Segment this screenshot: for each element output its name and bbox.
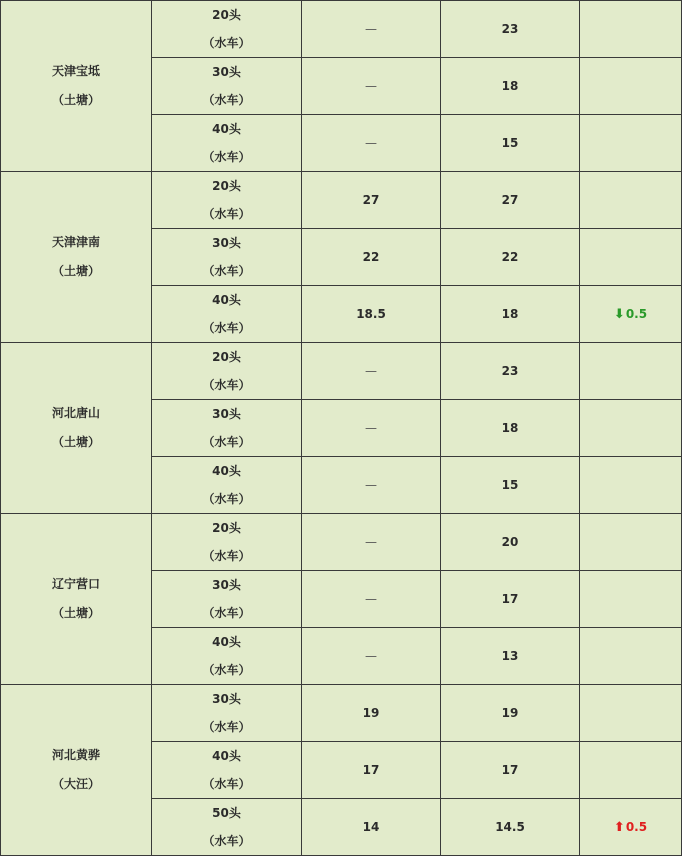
current-price-cell: 27 <box>441 172 580 229</box>
transport-type: （水车） <box>202 207 251 221</box>
change-cell <box>580 343 682 400</box>
region-name: 河北唐山 <box>51 406 100 420</box>
region-cell <box>1 172 152 343</box>
change-value: 0.5 <box>625 819 648 834</box>
region-name: 天津津南 <box>51 235 100 249</box>
current-price-cell: 23 <box>441 1 580 58</box>
previous-price-cell: — <box>302 115 441 172</box>
spec-size: 30头 <box>212 578 241 592</box>
spec-cell <box>152 229 302 286</box>
spec-size: 40头 <box>212 749 241 763</box>
pond-type: （土塘） <box>51 93 100 107</box>
change-cell <box>580 742 682 799</box>
change-value: 0.5 <box>625 306 648 321</box>
region-name: 辽宁营口 <box>51 577 100 591</box>
arrow-down-icon: ⬇ <box>613 306 625 322</box>
change-cell <box>580 799 682 856</box>
pond-type: （大汪） <box>51 777 100 791</box>
spec-size: 30头 <box>212 65 241 79</box>
pond-type: （土塘） <box>51 435 100 449</box>
spec-cell <box>152 571 302 628</box>
previous-price-cell: — <box>302 400 441 457</box>
spec-size: 40头 <box>212 635 241 649</box>
previous-price-cell: — <box>302 1 441 58</box>
spec-size: 40头 <box>212 122 241 136</box>
previous-price-cell: — <box>302 628 441 685</box>
transport-type: （水车） <box>202 720 251 734</box>
spec-cell <box>152 400 302 457</box>
transport-type: （水车） <box>202 321 251 335</box>
current-price-cell: 14.5 <box>441 799 580 856</box>
previous-price-cell: 14 <box>302 799 441 856</box>
change-cell <box>580 229 682 286</box>
spec-cell <box>152 115 302 172</box>
spec-cell <box>152 514 302 571</box>
current-price-cell: 17 <box>441 571 580 628</box>
spec-size: 20头 <box>212 350 241 364</box>
current-price-cell: 18 <box>441 400 580 457</box>
previous-price-cell: — <box>302 571 441 628</box>
current-price-cell: 22 <box>441 229 580 286</box>
change-cell <box>580 514 682 571</box>
pond-type: （土塘） <box>51 606 100 620</box>
change-cell <box>580 457 682 514</box>
current-price-cell: 23 <box>441 343 580 400</box>
transport-type: （水车） <box>202 663 251 677</box>
current-price-cell: 15 <box>441 457 580 514</box>
spec-size: 20头 <box>212 8 241 22</box>
spec-cell <box>152 343 302 400</box>
previous-price-cell: 18.5 <box>302 286 441 343</box>
spec-cell <box>152 628 302 685</box>
price-table-body <box>1 1 682 856</box>
pond-type: （土塘） <box>51 264 100 278</box>
arrow-up-icon: ⬆ <box>613 819 625 835</box>
transport-type: （水车） <box>202 549 251 563</box>
previous-price-cell: — <box>302 514 441 571</box>
change-cell <box>580 58 682 115</box>
table-row <box>1 514 682 571</box>
spec-cell <box>152 685 302 742</box>
change-cell <box>580 571 682 628</box>
region-cell <box>1 514 152 685</box>
current-price-cell: 18 <box>441 286 580 343</box>
change-cell <box>580 400 682 457</box>
current-price-cell: 19 <box>441 685 580 742</box>
spec-cell <box>152 457 302 514</box>
spec-size: 40头 <box>212 293 241 307</box>
previous-price-cell: 27 <box>302 172 441 229</box>
transport-type: （水车） <box>202 150 251 164</box>
spec-cell <box>152 58 302 115</box>
transport-type: （水车） <box>202 435 251 449</box>
spec-cell <box>152 172 302 229</box>
spec-size: 20头 <box>212 521 241 535</box>
transport-type: （水车） <box>202 777 251 791</box>
spec-size: 30头 <box>212 236 241 250</box>
spec-cell <box>152 286 302 343</box>
current-price-cell: 15 <box>441 115 580 172</box>
previous-price-cell: — <box>302 343 441 400</box>
transport-type: （水车） <box>202 36 251 50</box>
transport-type: （水车） <box>202 378 251 392</box>
previous-price-cell: 17 <box>302 742 441 799</box>
region-cell <box>1 685 152 856</box>
previous-price-cell: 19 <box>302 685 441 742</box>
spec-cell <box>152 799 302 856</box>
transport-type: （水车） <box>202 606 251 620</box>
previous-price-cell: — <box>302 58 441 115</box>
change-cell <box>580 172 682 229</box>
current-price-cell: 17 <box>441 742 580 799</box>
spec-size: 40头 <box>212 464 241 478</box>
current-price-cell: 20 <box>441 514 580 571</box>
region-name: 河北黄骅 <box>51 748 100 762</box>
change-cell <box>580 115 682 172</box>
change-cell <box>580 685 682 742</box>
spec-size: 30头 <box>212 407 241 421</box>
spec-size: 50头 <box>212 806 241 820</box>
table-row <box>1 685 682 742</box>
region-cell <box>1 343 152 514</box>
change-cell <box>580 628 682 685</box>
region-name: 天津宝坻 <box>51 64 100 78</box>
previous-price-cell: — <box>302 457 441 514</box>
table-row <box>1 343 682 400</box>
current-price-cell: 18 <box>441 58 580 115</box>
table-row <box>1 1 682 58</box>
change-cell <box>580 1 682 58</box>
transport-type: （水车） <box>202 834 251 848</box>
transport-type: （水车） <box>202 492 251 506</box>
region-cell <box>1 1 152 172</box>
transport-type: （水车） <box>202 93 251 107</box>
change-cell <box>580 286 682 343</box>
spec-size: 30头 <box>212 692 241 706</box>
previous-price-cell: 22 <box>302 229 441 286</box>
spec-cell <box>152 1 302 58</box>
spec-size: 20头 <box>212 179 241 193</box>
spec-cell <box>152 742 302 799</box>
current-price-cell: 13 <box>441 628 580 685</box>
transport-type: （水车） <box>202 264 251 278</box>
table-row <box>1 172 682 229</box>
